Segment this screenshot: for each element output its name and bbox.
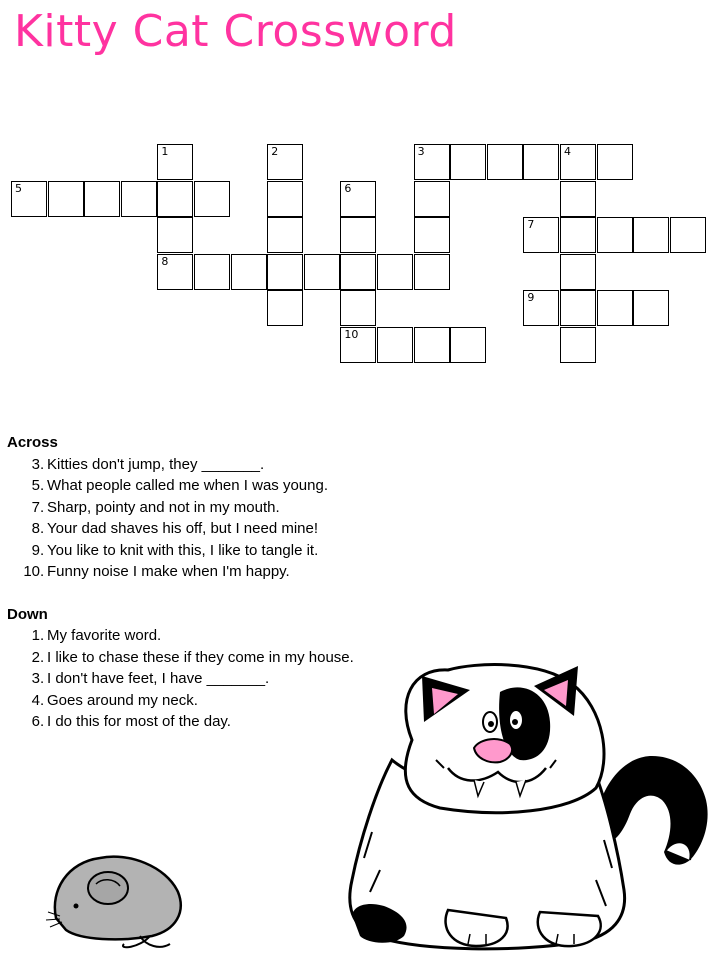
crossword-cell[interactable] bbox=[231, 254, 267, 290]
crossword-cell[interactable] bbox=[340, 217, 376, 253]
down-clue: 6 . I do this for most of the day. bbox=[7, 711, 354, 733]
cell-number: 4 bbox=[564, 145, 571, 158]
crossword-cell[interactable] bbox=[11, 181, 47, 217]
crossword-cell[interactable] bbox=[414, 144, 450, 180]
clue-text: Sharp, pointy and not in my mouth. bbox=[47, 498, 280, 516]
crossword-cell[interactable] bbox=[84, 181, 120, 217]
clue-text: I don't have feet, I have _______. bbox=[47, 670, 270, 687]
cell-number: 10 bbox=[344, 328, 359, 341]
across-clue: 5 . What people called me when I was young. bbox=[7, 475, 354, 497]
clue-number: 3 bbox=[31, 455, 40, 473]
down-heading: Down bbox=[7, 605, 48, 623]
clue-text: Funny noise I make when I'm happy. bbox=[47, 563, 290, 580]
cat-illustration bbox=[350, 665, 708, 949]
cell-number: 9 bbox=[527, 291, 535, 305]
clue-number: 2 bbox=[31, 648, 40, 666]
crossword-cell[interactable] bbox=[597, 290, 633, 326]
crossword-cell[interactable] bbox=[267, 217, 303, 253]
clue-text: You like to knit with this, I like to tangle it. bbox=[47, 541, 319, 559]
crossword-cell[interactable] bbox=[377, 254, 413, 290]
cell-number: 5 bbox=[15, 181, 22, 195]
crossword-cell[interactable] bbox=[157, 144, 193, 180]
crossword-cell[interactable] bbox=[633, 290, 669, 326]
crossword-cell[interactable] bbox=[414, 181, 450, 217]
crossword-cell[interactable] bbox=[48, 181, 84, 217]
crossword-cell[interactable] bbox=[560, 254, 596, 290]
clue-text: Goes around my neck. bbox=[47, 691, 198, 709]
crossword-cell[interactable] bbox=[340, 327, 376, 363]
clue-text: Your dad shaves his off, but I need mine! bbox=[47, 520, 319, 537]
cell-number: 8 bbox=[161, 254, 169, 268]
clue-text: What people called me when I was young. bbox=[47, 477, 328, 494]
across-heading: Across bbox=[7, 434, 58, 451]
crossword-cell[interactable] bbox=[523, 144, 559, 180]
crossword-cell[interactable] bbox=[267, 144, 303, 180]
crossword-cell[interactable] bbox=[633, 217, 669, 253]
clue-number: 8 bbox=[31, 520, 40, 537]
cell-number: 1 bbox=[161, 145, 169, 158]
clue-text: Kitties don't jump, they _______. bbox=[47, 455, 265, 473]
crossword-cell[interactable] bbox=[267, 254, 303, 290]
across-clue: 10 . Funny noise I make when I'm happy. bbox=[7, 561, 354, 583]
clue-number: 5 bbox=[31, 477, 40, 494]
clue-number: 4 bbox=[31, 691, 40, 709]
crossword-cell[interactable] bbox=[523, 217, 559, 253]
crossword-cell[interactable] bbox=[450, 327, 486, 363]
clue-number: 3 bbox=[31, 670, 40, 687]
crossword-cell[interactable] bbox=[414, 217, 450, 253]
crossword-cell[interactable] bbox=[267, 290, 303, 326]
crossword-cell[interactable] bbox=[523, 290, 559, 326]
crossword-cell[interactable] bbox=[487, 144, 523, 180]
crossword-cell[interactable] bbox=[157, 181, 193, 217]
crossword-cell[interactable] bbox=[304, 254, 340, 290]
crossword-grid bbox=[0, 0, 718, 420]
across-clue: 3 . Kitties don't jump, they _______. bbox=[7, 454, 354, 476]
clue-number: 9 bbox=[31, 541, 40, 559]
crossword-cell[interactable] bbox=[340, 181, 376, 217]
crossword-cell[interactable] bbox=[267, 181, 303, 217]
clue-text: I do this for most of the day. bbox=[47, 713, 231, 730]
illustrations bbox=[0, 640, 718, 957]
across-clue-list bbox=[7, 454, 354, 583]
crossword-cell[interactable] bbox=[597, 217, 633, 253]
across-clue: 9 . You like to knit with this, I like to tangle it. bbox=[7, 540, 354, 562]
crossword-cell[interactable] bbox=[670, 217, 706, 253]
crossword-cell[interactable] bbox=[194, 254, 230, 290]
down-clue: 2 . I like to chase these if they come in my house. bbox=[7, 647, 354, 669]
crossword-cell[interactable] bbox=[560, 144, 596, 180]
down-clue: 4 . Goes around my neck. bbox=[7, 690, 354, 712]
crossword-cell[interactable] bbox=[560, 290, 596, 326]
crossword-cell[interactable] bbox=[414, 327, 450, 363]
crossword-cell[interactable] bbox=[560, 327, 596, 363]
clue-text: I like to chase these if they come in my house. bbox=[47, 648, 354, 666]
cell-number: 3 bbox=[417, 145, 425, 158]
crossword-cell[interactable] bbox=[377, 327, 413, 363]
cell-number: 6 bbox=[344, 181, 352, 195]
across-clue: 7 . Sharp, pointy and not in my mouth. bbox=[7, 497, 354, 519]
across-clue: 8 . Your dad shaves his off, but I need mine! bbox=[7, 518, 354, 540]
down-clue: 1 . My favorite word. bbox=[7, 625, 354, 647]
crossword-cell[interactable] bbox=[597, 144, 633, 180]
crossword-cell[interactable] bbox=[450, 144, 486, 180]
crossword-cell[interactable] bbox=[414, 254, 450, 290]
mouse-illustration bbox=[46, 857, 181, 948]
crossword-cell[interactable] bbox=[340, 254, 376, 290]
clue-number: 10 bbox=[23, 563, 40, 580]
crossword-cell[interactable] bbox=[560, 181, 596, 217]
crossword-cell[interactable] bbox=[157, 217, 193, 253]
crossword-cell[interactable] bbox=[560, 217, 596, 253]
crossword-cell[interactable] bbox=[340, 290, 376, 326]
clue-number: 6 bbox=[31, 713, 40, 730]
cell-number: 7 bbox=[527, 218, 535, 232]
clue-text: My favorite word. bbox=[47, 627, 162, 644]
page-title: Kitty Cat Crossword bbox=[14, 6, 457, 57]
crossword-cell[interactable] bbox=[121, 181, 157, 217]
cell-number: 2 bbox=[271, 145, 279, 158]
crossword-cell[interactable] bbox=[157, 254, 193, 290]
clue-number: 1 bbox=[31, 627, 40, 644]
down-clue: 3 . I don't have feet, I have _______. bbox=[7, 668, 354, 690]
crossword-cell[interactable] bbox=[194, 181, 230, 217]
clue-number: 7 bbox=[31, 498, 40, 516]
